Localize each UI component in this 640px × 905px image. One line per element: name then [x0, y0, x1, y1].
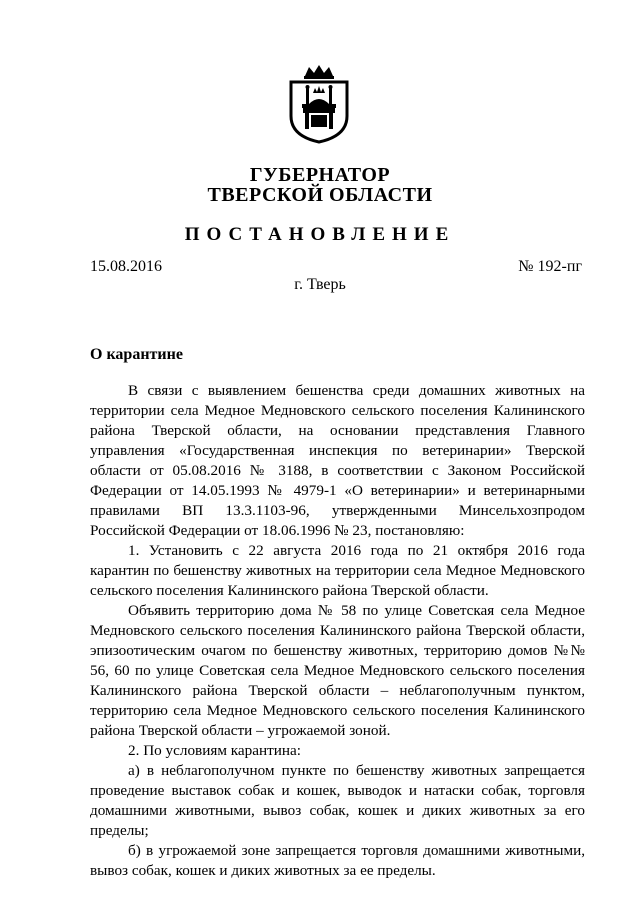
clause-2a-paragraph: а) в неблагополучном пункте по бешенству животных запрещается проведение выставок собак и кошек, выводок и натаски собак, торговля домашними животными, вывоз собак, кошек и диких животных за его пределы;	[90, 762, 585, 839]
issuer-title: ГУБЕРНАТОР	[249, 164, 391, 186]
clause-2-heading: 2. По условиям карантина:	[128, 742, 301, 759]
clause-2b-paragraph: б) в угрожаемой зоне запрещается торговля домашними животными, вывоз собак, кошек и диких животных за ее пределы.	[90, 842, 585, 879]
document-type: ПОСТАНОВЛЕНИЕ	[184, 224, 456, 245]
document-city: г. Тверь	[294, 276, 346, 293]
clause-1-declaration-paragraph: Объявить территорию дома № 58 по улице Советская села Медное Медновского сельского поселения Калининского района Тверской области, эпизоотическим очагом по бешенству животных, территорию домов №№ 56, 60 по улице Советская села Медное Медновского сельского поселения Калининского района Тверской области – неблагополучным пунктом, территорию села Медное Медновского сельского поселения Калининского района Тверской области – угрожаемой зоной.	[90, 602, 585, 739]
coat-of-arms-icon	[285, 64, 353, 144]
clause-1-paragraph: 1. Установить с 22 августа 2016 года по 21 октября 2016 года карантин по бешенству животных на территории села Медное Медновского сельского поселения Калининского района Тверской области.	[90, 542, 585, 599]
document-date: 15.08.2016	[90, 258, 162, 275]
document-number: № 192-пг	[518, 258, 582, 275]
document-subject: О карантине	[90, 346, 183, 363]
issuer-region: ТВЕРСКОЙ ОБЛАСТИ	[207, 184, 433, 206]
preamble-paragraph: В связи с выявлением бешенства среди домашних животных на территории села Медное Медновского сельского поселения Калининского района Тверской области, на основании представления Главного управления «Государственная инспекция по ветеринарии» Тверской области от 05.08.2016 № 3188, в соответствии с Законом Российской Федерации от 14.05.1993 № 4979-1 «О ветеринарии» и ветеринарными правилами ВП 13.3.1103-96, утвержденными Минсельхозпродом Российской Федерации от 18.06.1996 № 23, постановляю:	[90, 382, 585, 539]
document-body	[90, 381, 585, 881]
